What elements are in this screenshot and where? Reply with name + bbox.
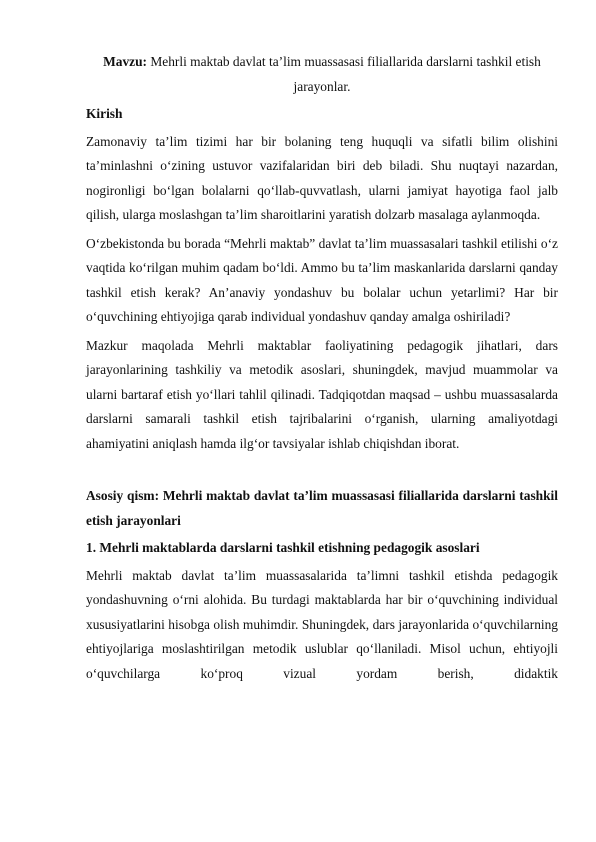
subsection-paragraph: Mehrli maktab davlat ta’lim muassasalarida ta’limni tashkil etishda pedagogik yondashuvning o‘rni alohida. Bu turdagi maktablarda har bir o‘quvchining individual xususiyatlarini hisobga olish muhimdir. Shuningdek, dars jarayonlarida o‘quvchilarning ehtiyojlariga moslashtirilgan metodik uslublar qo‘llaniladi. Misol uchun, ehtiyojli o‘quvchilarga ko‘proq vizual yordam berish, didaktik: [86, 567, 558, 681]
title-label: Mavzu:: [103, 54, 148, 69]
intro-paragraph-1: Zamonaviy ta’lim tizimi har bir bolaning teng huquqli va sifatli bilim olishini ta’minlashni o‘zining ustuvor vazifalaridan biri deb biladi. Shu nuqtayi nazardan, nogironligi bo‘lgan bolalarni qo‘llab-quvvatlash, ularni jamiyat hayotiga faol jalb qilish, ularga moslashgan ta’lim sharoitlarini yaratish dolzarb masalaga aylanmoqda.: [86, 133, 558, 222]
intro-paragraph-3: Mazkur maqolada Mehrli maktablar faoliyatining pedagogik jihatlari, dars jarayonlarining tashkiliy va metodik asoslari, shuningdek, mavjud muammolar va ularni bartaraf etish yo‘llari tahlil qilinadi. Tadqiqotdan maqsad – ushbu muassasalarda darslarni samarali tashkil etish tajribalarini o‘rganish, ularning amaliyotdagi ahamiyatini aniqlash hamda ilg‘or tavsiyalar ishlab chiqishdan iborat.: [86, 337, 558, 451]
section-spacer: [86, 460, 558, 484]
intro-heading: Kirish: [86, 106, 123, 121]
title-text: Mehrli maktab davlat ta’lim muassasasi filiallarida darslarni tashkil etish jarayonlar.: [147, 54, 541, 94]
document-page: [86, 50, 558, 690]
intro-paragraph-2: O‘zbekistonda bu borada “Mehrli maktab” davlat ta’lim muassasalari tashkil etilishi o‘z vaqtida ko‘rilgan muhim qadam bo‘ldi. Ammo bu ta’lim maskanlarida darslarni qanday tashkil etish kerak? An’anaviy yondashuv bu bolalar uchun yetarlimi? Har bir o‘quvchining ehtiyojiga qarab individual yondashuv qanday amalga oshiriladi?: [86, 235, 558, 324]
main-section-heading: Asosiy qism: Mehrli maktab davlat ta’lim muassasasi filiallarida darslarni tashkil etish jarayonlari: [86, 488, 558, 528]
subsection-heading: 1. Mehrli maktablarda darslarni tashkil etishning pedagogik asoslari: [86, 540, 480, 555]
document-title: [86, 50, 558, 99]
